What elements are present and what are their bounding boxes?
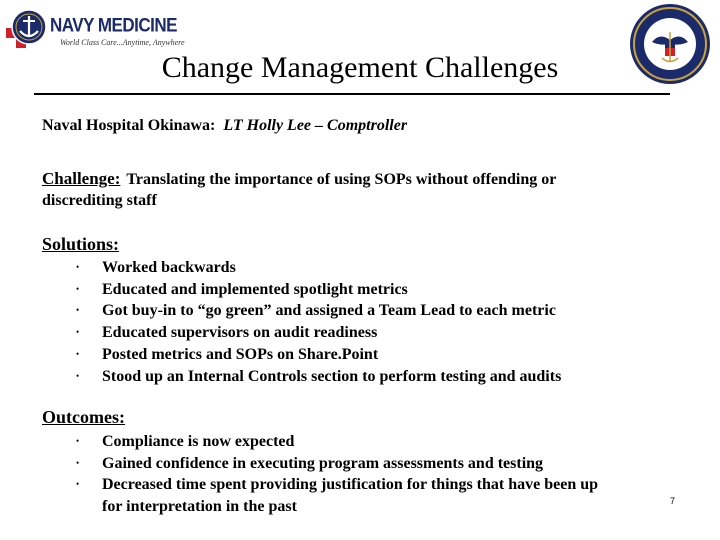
list-item: • Stood up an Internal Controls section to perform testing and audits: [76, 366, 561, 388]
page-title: Change Management Challenges: [161, 51, 559, 84]
outcomes-list: [76, 431, 598, 518]
list-item: • Educated and implemented spotlight metrics: [76, 279, 561, 301]
outcomes-heading: Outcomes:: [42, 407, 125, 427]
list-item: • Posted metrics and SOPs on Share.Point: [76, 344, 561, 366]
title-divider: [34, 93, 670, 95]
brand-name: NAVY MEDICINE: [50, 14, 178, 36]
list-item: • Got buy-in to “go green” and assigned a Team Lead to each metric: [76, 300, 561, 322]
page-number: 7: [670, 496, 676, 506]
anchor-icon: [10, 8, 48, 46]
bullet-icon: •: [76, 457, 80, 468]
list-item: • Compliance is now expected: [76, 431, 598, 453]
hospital-person: LT Holly Lee – Comptroller: [223, 117, 408, 134]
bullet-icon: •: [76, 370, 80, 381]
challenge-text-continued: discrediting staff: [42, 192, 157, 209]
bullet-icon: •: [76, 262, 80, 272]
hospital-label: Naval Hospital Okinawa:: [42, 117, 216, 134]
bullet-icon: •: [76, 436, 80, 446]
bullet-icon: •: [76, 305, 80, 316]
bullet-icon: •: [76, 479, 80, 490]
bullet-icon: •: [76, 348, 80, 359]
list-item: • Decreased time spent providing justification for things that have been up: [76, 474, 598, 496]
challenge-label: Challenge:: [42, 169, 121, 188]
hospital-line: [42, 115, 407, 137]
bullet-icon: •: [76, 283, 80, 294]
list-item: • Worked backwards: [76, 257, 561, 279]
challenge-text: Translating the importance of using SOPs without offending or: [126, 171, 557, 188]
solutions-list: [76, 257, 561, 387]
list-item: • Gained confidence in executing program assessments and testing: [76, 453, 598, 475]
list-item-continuation: for interpretation in the past: [102, 498, 297, 516]
list-item: • Educated supervisors on audit readiness: [76, 322, 561, 344]
solutions-heading: Solutions:: [42, 234, 120, 254]
challenge-line: [42, 168, 556, 191]
bullet-icon: •: [76, 327, 80, 338]
brand-tagline: World Class Care...Anytime, Anywhere: [60, 38, 185, 47]
